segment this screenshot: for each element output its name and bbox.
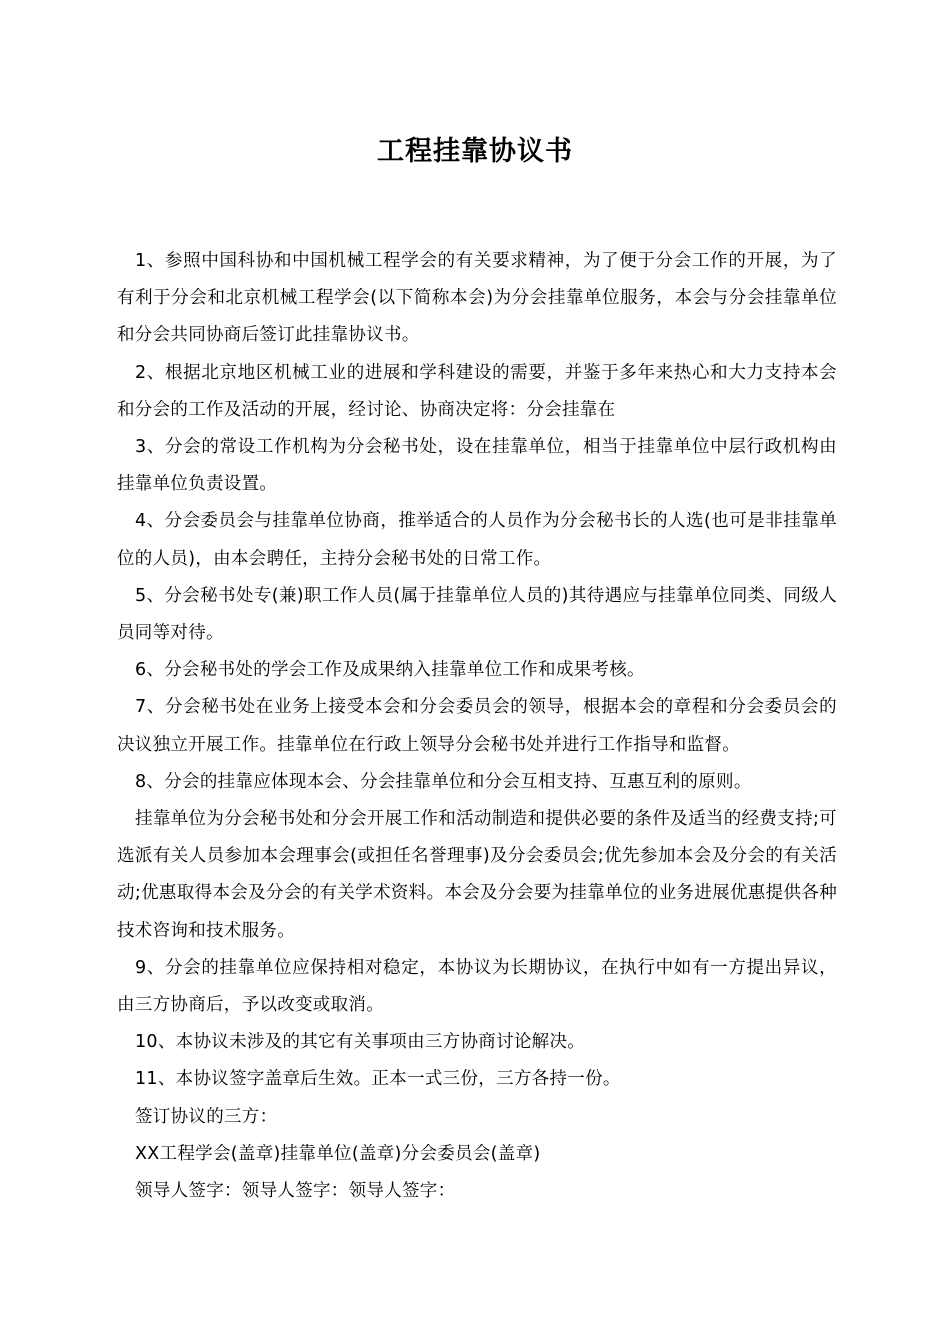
clause-8: 8、分会的挂靠应体现本会、分会挂靠单位和分会互相支持、互惠互利的原则。 — [135, 771, 752, 792]
signing-parties-signatures: 领导人签字：领导人签字：领导人签字： — [135, 1181, 456, 1202]
document-body — [117, 243, 837, 1210]
document-title: 工程挂靠协议书 — [377, 136, 573, 167]
clause-5: 5、分会秘书处专(兼)职工作人员(属于挂靠单位人员的)其待遇应与挂靠单位同类、同级人员同等对待。 — [117, 585, 837, 644]
clause-3: 3、分会的常设工作机构为分会秘书处，设在挂靠单位，相当于挂靠单位中层行政机构由挂靠单位负责设置。 — [117, 437, 837, 495]
clause-11: 11、本协议签字盖章后生效。正本一式三份，三方各持一份。 — [135, 1069, 621, 1090]
clause-4: 4、分会委员会与挂靠单位协商，推举适合的人员作为分会秘书长的人选(也可是非挂靠单位的人员)，由本会聘任，主持分会秘书处的日常工作。 — [117, 511, 837, 569]
clause-8-detail: 挂靠单位为分会秘书处和分会开展工作和活动制造和提供必要的条件及适当的经费支持;可选派有关人员参加本会理事会(或担任名誉理事)及分会委员会;优先参加本会及分会的有关活动;优惠取得本会及分会的有关学术资料。本会及分会要为挂靠单位的业务进展优惠提供各种技术咨询和技术服务。 — [117, 809, 837, 941]
clause-1: 1、参照中国科协和中国机械工程学会的有关要求精神，为了便于分会工作的开展，为了有利于分会和北京机械工程学会(以下简称本会)为分会挂靠单位服务，本会与分会挂靠单位和分会共同协商后签订此挂靠协议书。 — [117, 251, 837, 346]
signing-parties-seals: XX工程学会(盖章)挂靠单位(盖章)分会委员会(盖章) — [135, 1143, 541, 1164]
clause-7: 7、分会秘书处在业务上接受本会和分会委员会的领导，根据本会的章程和分会委员会的决议独立开展工作。挂靠单位在行政上领导分会秘书处并进行工作指导和监督。 — [117, 697, 837, 755]
signing-parties-heading: 签订协议的三方： — [135, 1106, 278, 1127]
clause-6: 6、分会秘书处的学会工作及成果纳入挂靠单位工作和成果考核。 — [135, 660, 645, 681]
clause-2: 2、根据北京地区机械工业的进展和学科建设的需要，并鉴于多年来热心和大力支持本会和分会的工作及活动的开展，经讨论、协商决定将：分会挂靠在 — [117, 362, 837, 420]
clause-10: 10、本协议未涉及的其它有关事项由三方协商讨论解决。 — [135, 1032, 586, 1053]
clause-9: 9、分会的挂靠单位应保持相对稳定，本协议为长期协议，在执行中如有一方提出异议，由三方协商后，予以改变或取消。 — [117, 957, 837, 1016]
